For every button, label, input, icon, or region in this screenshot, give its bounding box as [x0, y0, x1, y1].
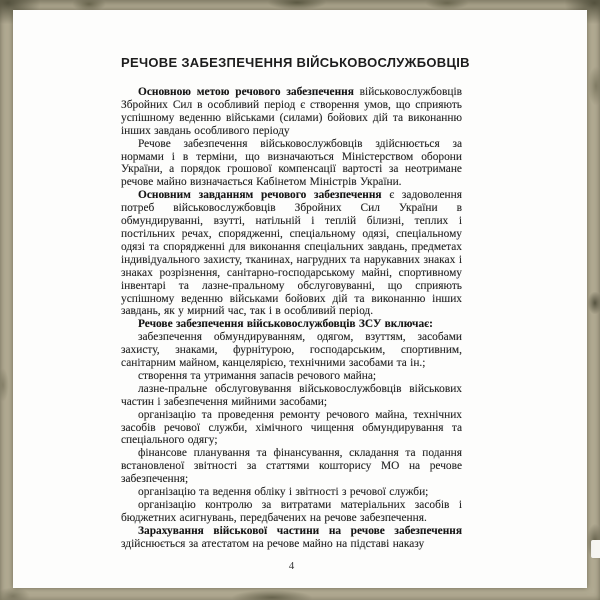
document-page — [13, 10, 587, 588]
scan-edge-artifact — [232, 590, 312, 600]
paragraph-bold-lead: Основною метою речового забезпечення — [138, 86, 354, 98]
page-title: РЕЧОВЕ ЗАБЕЗПЕЧЕННЯ ВІЙСЬКОВОСЛУЖБОВЦІВ — [121, 55, 470, 70]
paragraph: фінансове планування та фінансування, складання та подання встановленої звітності за статтями кошторису МО на речове забезпечення; — [121, 447, 462, 486]
paragraph: Речове забезпечення військовослужбовців здійснюється за нормами і в терміни, що визначаються Міністерством оборони України, а порядок грошової компенсації вартості за неотримане речове майно визначається Кабінетом Міністрів України. — [121, 137, 462, 189]
paragraph: створення та утримання запасів речового майна; — [138, 369, 377, 382]
scan-edge-artifact — [588, 292, 600, 314]
page-content — [13, 10, 587, 588]
paragraph-bold-lead: Основним завданням речового забезпечення — [138, 189, 382, 202]
paragraph-bold-lead: Зарахування військової частини на речове забезпечення — [138, 524, 462, 537]
paragraph — [121, 318, 462, 331]
scan-edge-artifact — [0, 368, 9, 402]
paragraph-bold-lead: Речове забезпечення військовослужбовців ЗСУ включає: — [138, 318, 433, 331]
paragraph: організацію контролю за витратами матеріальних засобів і бюджетних асигнувань, передбачених на речове забезпечення. — [121, 499, 462, 524]
scan-edge-artifact — [425, 0, 469, 10]
paragraph: Основною метою речового забезпечення військовослужбовців Збройних Сил в особливий період є створення умов, що сприяють успішному веденню військами (силами) бойових дій та виконанню інших завдань особливого періоду — [121, 86, 462, 137]
paragraph: організацію та проведення ремонту речового майна, технічних засобів речової служби, хімічного чищення обмундирування та спеціального одягу; — [121, 408, 462, 447]
scan-edge-notch — [591, 540, 600, 558]
paragraph: лазне-пральне обслуговування військовослужбовців військових частин і забезпечення мийними засобами; — [121, 382, 462, 408]
scan-edge-artifact — [588, 66, 600, 106]
document-body — [121, 86, 462, 551]
scan-edge-artifact — [0, 587, 30, 600]
scan-edge-artifact — [268, 0, 326, 10]
paragraph: Основним завданням речового забезпечення є задоволення потреб військовослужбовців Збройних Сил України в обмундируванні, взутті, натільній і теплій білизні, теплих і постільних речах, спорядженні, спеціальному одязі, спеціальному одязі та спорядженні для виконання спеціальних завдань, предметах індивідуального захисту, тканинах, нагрудних та нарукавних знаках і знаках розрізнення, санітарно-господарському майні, спортивному інвентарі та лазне-пральному обслуговуванні, що сприяють успішному веденню військами бойових дій та виконанню інших завдань, як у мирний час, так і в особливий період. — [121, 189, 462, 318]
scan-edge-artifact — [587, 524, 600, 560]
paragraph: Зарахування військової частини на речове забезпечення здійснюється за атестатом на речове майно на підставі наказу — [121, 524, 462, 550]
paragraph: забезпечення обмундируванням, одягом, взуттям, засобами захисту, знаками, фурнітурою, господарським, спортивним, санітарним майном, канцелярією, технічними засобами та ін.; — [121, 331, 462, 370]
page-number: 4 — [288, 559, 295, 572]
paragraph: організацію та ведення обліку і звітності з речової служби; — [138, 486, 429, 499]
